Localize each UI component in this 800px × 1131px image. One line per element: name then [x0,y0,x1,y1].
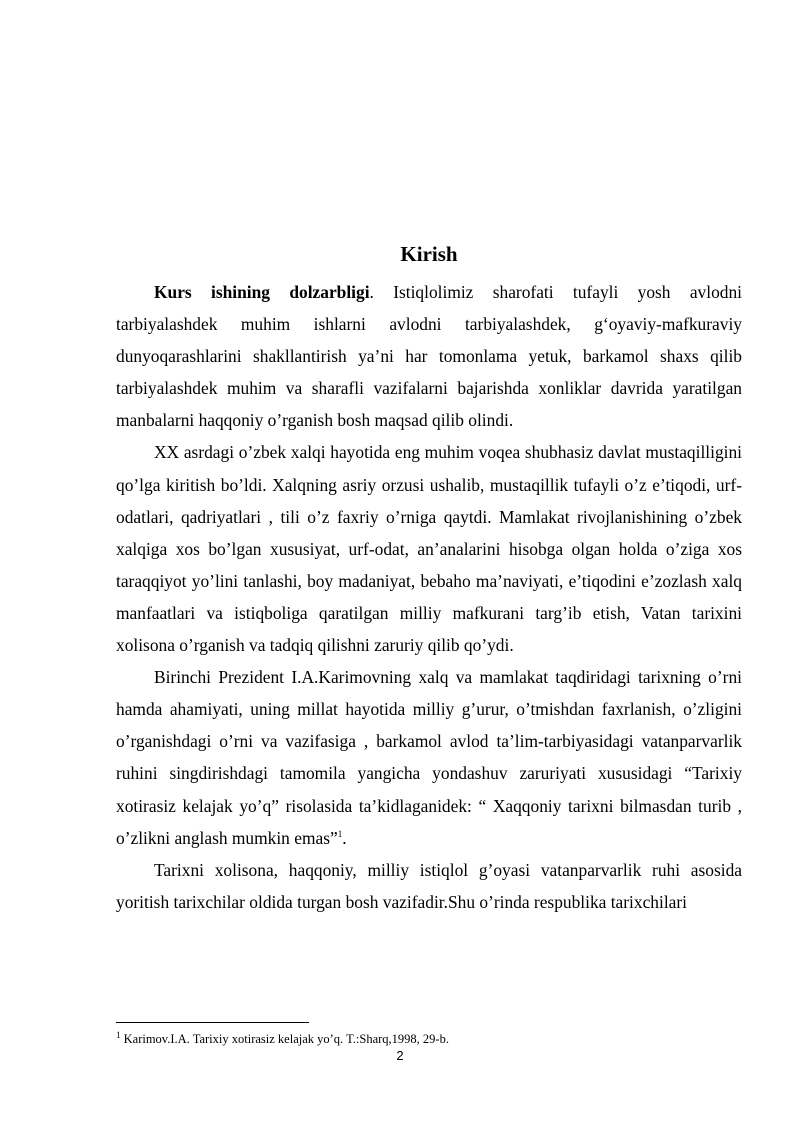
paragraph-2 [116,436,742,661]
paragraph-text: Tarixni xolisona, haqqoniy, milliy istiqlol g’oyasi vatanparvarlik ruhi asosida yoritish tarixchilar oldida turgan bosh vazifadir.Shu o’rinda respublika tarixchilari [116,859,742,912]
paragraph-tail: . [342,827,347,848]
paragraph-text: Birinchi Prezident I.A.Karimovning xalq va mamlakat taqdiridagi tarixning o’rni hamda ahamiyati, uning millat hayotida milliy g’urur, o’tmishdan faxrlanish, o’zligini o’rganishdagi o’rni va vazifasiga , barkamol avlod ta’lim-tarbiyasidagi vatanparvarlik ruhini singdirishdagi tamomila yangicha yondashuv zaruriyati xususidagi “Tarixiy xotirasiz kelajak yo’q” risolasida ta’kidlaganidek: “ Xaqqoniy tarixni bilmasdan turib , o’zlikni anglash mumkin emas” [116,667,742,848]
paragraph-lead: Kurs ishining dolzarbligi [154,282,370,302]
paragraph-1 [116,276,742,436]
paragraph-4 [116,854,742,918]
body-text [116,276,742,918]
paragraph-3 [116,661,742,854]
footnote-text: Karimov.I.A. Tarixiy xotirasiz kelajak yo’q. T.:Sharq,1998, 29-b. [120,1032,449,1046]
footnote-separator [116,1022,309,1023]
page-number: 2 [396,1048,404,1063]
footnote [116,1031,742,1047]
section-title: Kirish [400,242,458,266]
paragraph-text: . Istiqlolimiz sharofati tufayli yosh avlodni tarbiyalashdek muhim ishlarni avlodni tarbiyalashdek, g‘oyaviy-mafkuraviy dunyoqarashlarini shakllantirish ya’ni har tomonlama yetuk, barkamol shaxs qilib tarbiyalashdek muhim va sharafli vazifalarni bajarishda xonliklar davrida yaratilgan manbalarni haqqoniy o’rganish bosh maqsad qilib olindi. [116,282,742,431]
paragraph-text: XX asrdagi o’zbek xalqi hayotida eng muhim voqea shubhasiz davlat mustaqilligini qo’lga kiritish bo’ldi. Xalqning asriy orzusi ushalib, mustaqillik tufayli o’z e’tiqodi, urf-odatlari, qadriyatlari , tili o’z faxriy o’rniga qaytdi. Mamlakat rivojlanishining o’zbek xalqiga xos bo’lgan xususiyat, urf-odat, an’analarini hisobga olgan holda o’ziga xos taraqqiyot yo’lini tanlashi, boy madaniyat, bebaho ma’naviyati, e’tiqodini e’zozlash xalq manfaatlari va istiqboliga qaratilgan milliy mafkurani targ’ib etish, Vatan tarixini xolisona o’rganish va tadqiq qilishni zaruriy qilib qo’ydi. [116,442,742,656]
footnote-marker: 1 [116,1029,121,1040]
footnote-reference[interactable]: 1 [337,828,343,839]
